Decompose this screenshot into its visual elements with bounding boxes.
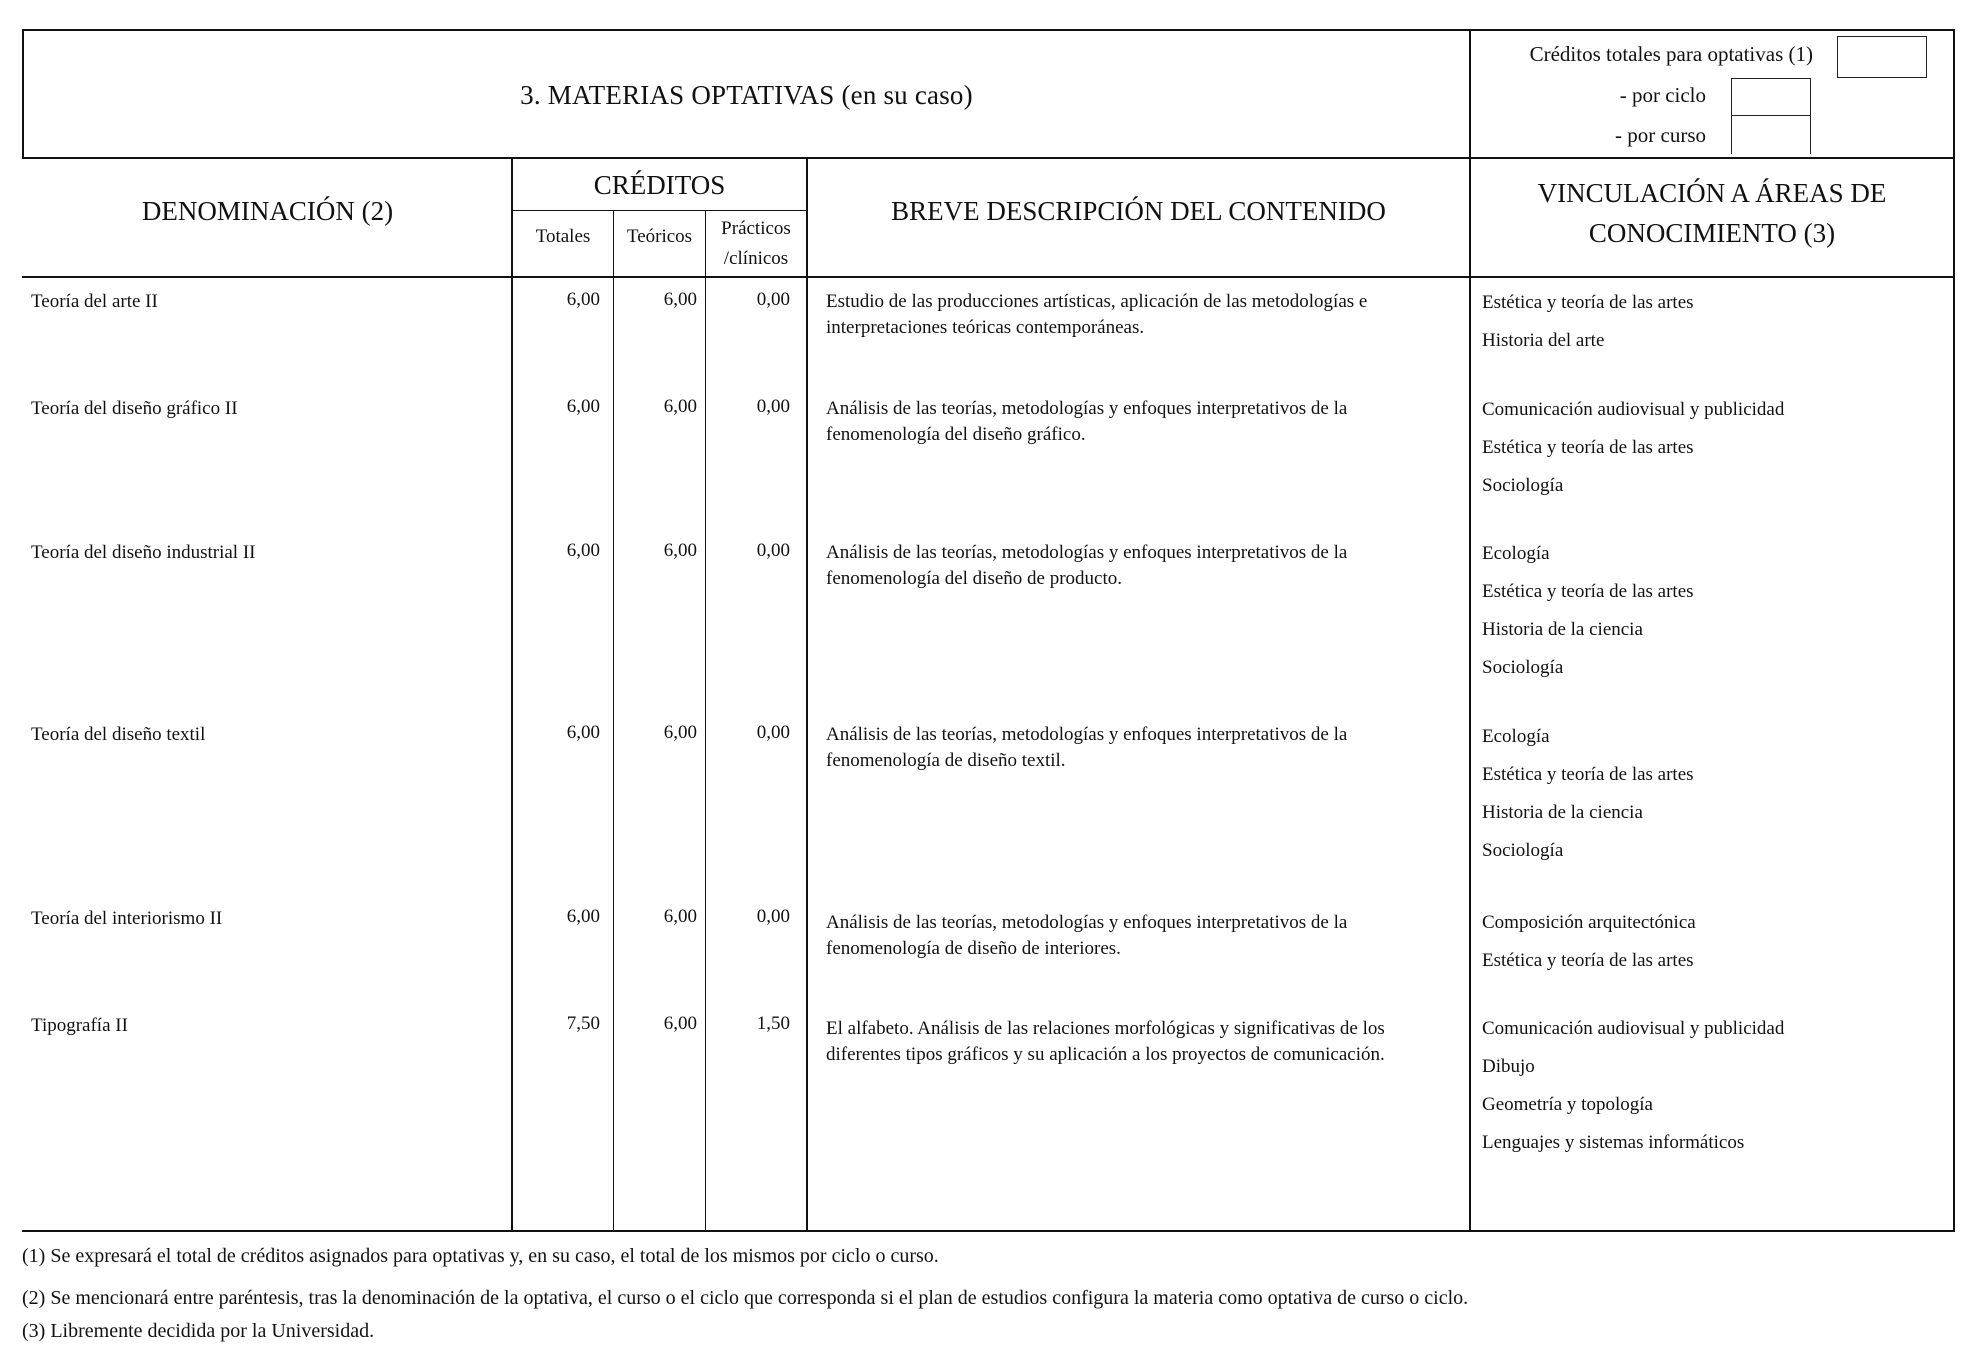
row-description-line: Análisis de las teorías, metodologías y enfoques interpretativos de la [826, 912, 1348, 933]
per-cycle-field[interactable] [1731, 78, 1811, 116]
row-description [826, 910, 1466, 962]
area-item: Lenguajes y sistemas informáticos [1482, 1132, 1745, 1153]
row-practicos: 0,00 [756, 722, 790, 743]
table-border-top [22, 29, 1955, 31]
area-item: Estética y teoría de las artes [1482, 950, 1694, 971]
footnote-3: (3) Libremente decidida por la Universidad. [22, 1320, 375, 1342]
row-description-line: fenomenología del diseño gráfico. [826, 424, 1086, 445]
row-description [826, 1016, 1466, 1068]
row-practicos: 0,00 [756, 540, 790, 561]
row-totales: 6,00 [566, 722, 600, 743]
row-practicos: 1,50 [756, 1013, 790, 1034]
row-description-line: fenomenología del diseño de producto. [826, 568, 1123, 589]
col-practicos-label-2: /clínicos [723, 248, 789, 269]
area-item: Ecología [1482, 543, 1550, 564]
row-totales: 7,50 [566, 1013, 600, 1034]
practicos-column-divider [705, 210, 706, 1231]
credits-subheader-divider [511, 210, 807, 211]
area-item: Sociología [1482, 657, 1564, 678]
row-totales: 6,00 [566, 540, 600, 561]
col-practicos-header [706, 214, 806, 274]
row-teoricos: 6,00 [663, 1013, 697, 1034]
col-vinculacion-header [1471, 173, 1953, 253]
area-item: Geometría y topología [1482, 1094, 1653, 1115]
credits-total-label: Créditos totales para optativas (1) [1529, 42, 1813, 66]
area-item: Historia de la ciencia [1482, 802, 1643, 823]
row-totales: 6,00 [566, 906, 600, 927]
row-teoricos: 6,00 [663, 289, 697, 310]
col-totales-header: Totales [535, 226, 591, 247]
col-vinculacion-label-1: VINCULACIÓN A ÁREAS DE [1537, 178, 1887, 208]
area-item: Estética y teoría de las artes [1482, 764, 1694, 785]
area-item: Dibujo [1482, 1056, 1535, 1077]
row-name: Teoría del arte II [31, 291, 158, 312]
footnote-1: (1) Se expresará el total de créditos asignados para optativas y, en su caso, el total de los mismos por ciclo o curso. [22, 1245, 939, 1267]
table-border-right [1953, 29, 1955, 1232]
row-name: Teoría del diseño textil [31, 724, 206, 745]
descripcion-column-divider [806, 157, 808, 1232]
row-practicos: 0,00 [756, 289, 790, 310]
row-description [826, 722, 1466, 774]
area-item: Sociología [1482, 840, 1564, 861]
per-cycle-label: - por ciclo [1619, 83, 1706, 107]
row-areas [1482, 904, 1696, 980]
row-areas [1482, 1010, 1784, 1162]
row-name: Teoría del diseño gráfico II [31, 398, 238, 419]
area-item: Comunicación audiovisual y publicidad [1482, 1018, 1785, 1039]
row-areas [1482, 535, 1694, 687]
title-divider [22, 157, 1955, 159]
row-teoricos: 6,00 [663, 722, 697, 743]
col-teoricos-header: Teóricos [626, 226, 693, 247]
row-description-line: Estudio de las producciones artísticas, aplicación de las metodologías e [826, 291, 1368, 312]
row-description [826, 540, 1466, 592]
area-item: Estética y teoría de las artes [1482, 437, 1694, 458]
col-descripcion-header: BREVE DESCRIPCIÓN DEL CONTENIDO [891, 196, 1386, 226]
row-teoricos: 6,00 [663, 396, 697, 417]
row-areas [1482, 284, 1694, 360]
col-practicos-label-1: Prácticos [721, 218, 791, 239]
header-divider [22, 276, 1955, 278]
row-description [826, 289, 1466, 341]
row-teoricos: 6,00 [663, 540, 697, 561]
row-practicos: 0,00 [756, 906, 790, 927]
row-description-line: El alfabeto. Análisis de las relaciones morfológicas y significativas de los [826, 1018, 1385, 1039]
row-areas [1482, 391, 1784, 505]
row-name: Teoría del interiorismo II [31, 908, 223, 929]
row-name: Tipografía II [31, 1015, 128, 1036]
area-item: Historia del arte [1482, 330, 1605, 351]
col-vinculacion-label-2: CONOCIMIENTO (3) [1588, 218, 1836, 248]
row-areas [1482, 718, 1694, 870]
credits-total-field[interactable] [1837, 36, 1927, 78]
row-description-line: fenomenología de diseño de interiores. [826, 938, 1121, 959]
area-item: Estética y teoría de las artes [1482, 292, 1694, 313]
row-description-line: fenomenología de diseño textil. [826, 750, 1066, 771]
footnote-2: (2) Se mencionará entre paréntesis, tras la denominación de la optativa, el curso o el ciclo que corresponda si el plan de estudios configura la materia como optativa de curso o ciclo. [22, 1287, 1469, 1309]
totales-column-divider [511, 157, 513, 1232]
col-creditos-header: CRÉDITOS [593, 170, 726, 200]
per-course-label: - por curso [1615, 123, 1706, 147]
area-item: Historia de la ciencia [1482, 619, 1643, 640]
per-course-field[interactable] [1731, 116, 1811, 154]
row-totales: 6,00 [566, 289, 600, 310]
area-item: Estética y teoría de las artes [1482, 581, 1694, 602]
row-description-line: Análisis de las teorías, metodologías y enfoques interpretativos de la [826, 724, 1348, 745]
row-teoricos: 6,00 [663, 906, 697, 927]
row-practicos: 0,00 [756, 396, 790, 417]
row-description-line: Análisis de las teorías, metodologías y enfoques interpretativos de la [826, 542, 1348, 563]
teoricos-column-divider [613, 210, 614, 1231]
row-description-line: interpretaciones teóricas contemporáneas. [826, 317, 1145, 338]
col-denominacion-header: DENOMINACIÓN (2) [141, 196, 394, 226]
area-item: Composición arquitectónica [1482, 912, 1696, 933]
area-item: Ecología [1482, 726, 1550, 747]
row-name: Teoría del diseño industrial II [31, 542, 256, 563]
row-totales: 6,00 [566, 396, 600, 417]
row-description [826, 396, 1466, 448]
row-description-line: Análisis de las teorías, metodologías y enfoques interpretativos de la [826, 398, 1348, 419]
row-description-line: diferentes tipos gráficos y su aplicación a los proyectos de comunicación. [826, 1044, 1385, 1065]
page-title: 3. MATERIAS OPTATIVAS (en su caso) [520, 80, 973, 110]
area-item: Comunicación audiovisual y publicidad [1482, 399, 1785, 420]
area-item: Sociología [1482, 475, 1564, 496]
table-border-bottom [22, 1230, 1955, 1232]
